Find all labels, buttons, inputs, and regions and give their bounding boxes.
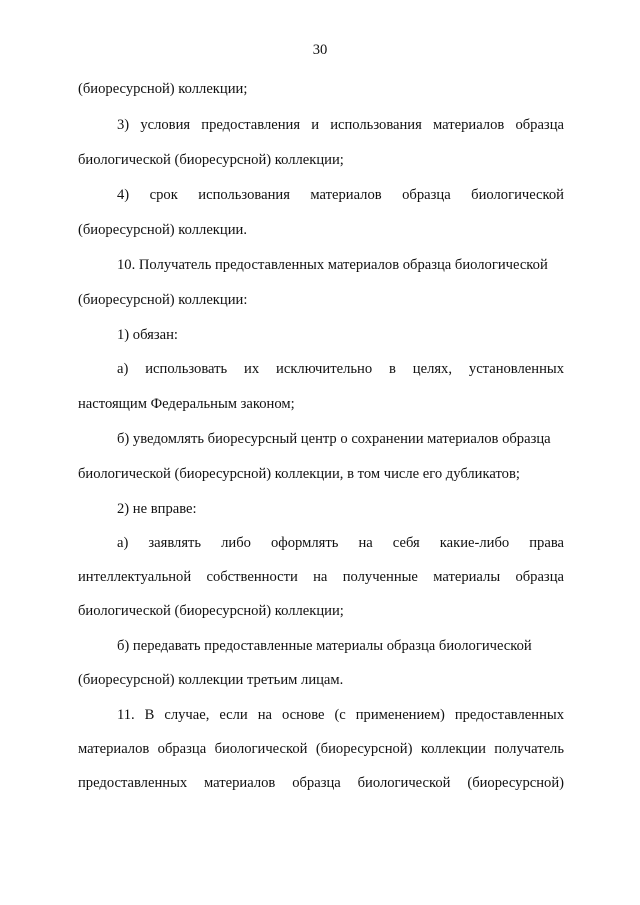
text-line: материалов образца биологической (биоресурсной) коллекции получатель xyxy=(78,741,564,757)
text-line: (биоресурсной) коллекции; xyxy=(78,81,248,97)
text-line: биологической (биоресурсной) коллекции; xyxy=(78,603,344,619)
text-line: 1) обязан: xyxy=(117,327,178,343)
text-line: а) заявлять либо оформлять на себя какие-либо права xyxy=(117,535,564,551)
text-line: 11. В случае, если на основе (с применением) предоставленных xyxy=(117,707,564,723)
text-line: 4) срок использования материалов образца биологической xyxy=(117,187,564,203)
text-line: предоставленных материалов образца биологической (биоресурсной) xyxy=(78,775,564,791)
text-line: б) передавать предоставленные материалы образца биологической xyxy=(117,638,532,654)
text-line: интеллектуальной собственности на полученные материалы образца xyxy=(78,569,564,585)
text-line: 3) условия предоставления и использования материалов образца xyxy=(117,117,564,133)
text-line: (биоресурсной) коллекции: xyxy=(78,292,248,308)
text-line: б) уведомлять биоресурсный центр о сохранении материалов образца xyxy=(117,431,551,447)
text-line: а) использовать их исключительно в целях, установленных xyxy=(117,361,564,377)
text-line: 10. Получатель предоставленных материалов образца биологической xyxy=(117,257,548,273)
text-line: биологической (биоресурсной) коллекции, в том числе его дубликатов; xyxy=(78,466,520,482)
text-line: настоящим Федеральным законом; xyxy=(78,396,295,412)
text-line: (биоресурсной) коллекции третьим лицам. xyxy=(78,672,344,688)
text-line: биологической (биоресурсной) коллекции; xyxy=(78,152,344,168)
text-line: (биоресурсной) коллекции. xyxy=(78,222,247,238)
text-line: 2) не вправе: xyxy=(117,501,197,517)
page-number: 30 xyxy=(312,42,328,58)
